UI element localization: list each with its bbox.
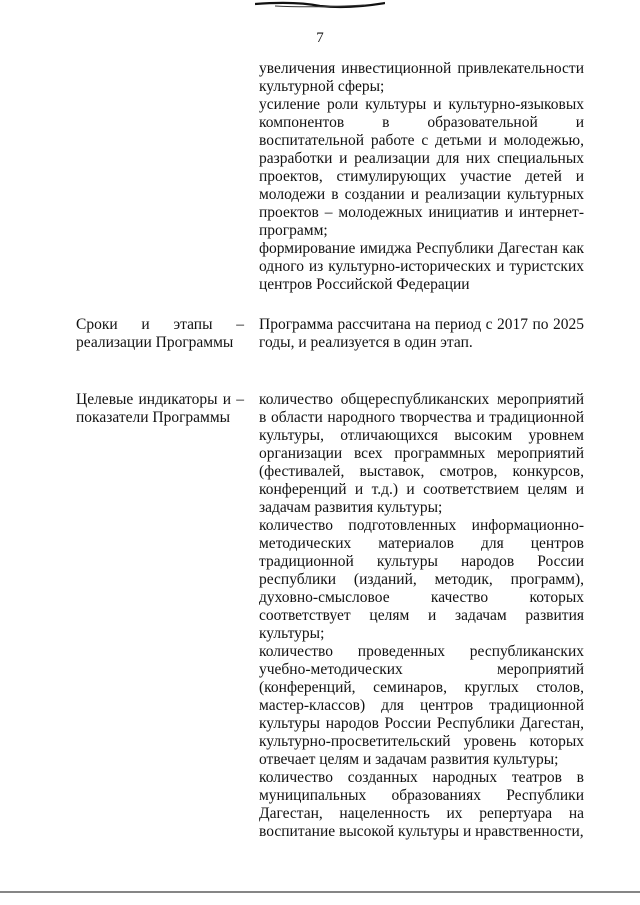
scan-artifact-mark [255, 0, 385, 10]
label-line: реализации Программы [76, 334, 234, 351]
paragraph: увеличения инвестиционной привлекательности культурной сферы; [259, 60, 584, 95]
paragraph: формирование имиджа Республики Дагестан как одного из культурно-исторических и туристских центров Российской Федерации [259, 240, 584, 293]
section-text-indicators [259, 391, 584, 841]
label-line: показатели Программы [76, 409, 231, 426]
page-number: 7 [316, 30, 324, 46]
section-label-timeline [76, 316, 244, 352]
paragraph: количество проведенных республиканских учебно-методических мероприятий (конференций, семинаров, круглых столов, мастер-классов) для центров традиционной культуры народов России Республики Дагестан, культурно-просветительский уровень которых отвечает целям и задачам развития культуры; [259, 643, 584, 768]
paragraph: количество подготовленных информационно-методических материалов для центров традиционной культуры народов России республики (изданий, методик, программ), духовно-смысловое качество которых соответствует целям и задачам развития культуры; [259, 517, 584, 642]
paragraph: количество общереспубликанских мероприятий в области народного творчества и традиционной культуры, отличающихся высоким уровнем организации всех программных мероприятий (фестивалей, выставок, смотров, конкурсов, конференций и т.д.) и соответствием целям и задачам развития культуры; [259, 391, 584, 516]
section-label-indicators [76, 391, 244, 427]
paragraph: усиление роли культуры и культурно-языковых компонентов в образовательной и воспитательной работе с детьми и молодежью, разработки и реализации для них специальных проектов, стимулирующих участие детей и молодежи в создании и реализации культурных проектов – молодежных инициатив и интернет-программ; [259, 96, 584, 239]
paragraph: Программа рассчитана на период с 2017 по 2025 годы, и реализуется в один этап. [259, 316, 584, 351]
goals-continuation-text [259, 60, 584, 294]
section-text-timeline [259, 316, 584, 352]
label-line: Целевые индикаторы и – [76, 391, 244, 408]
paragraph: количество созданных народных театров в муниципальных образованиях Республики Дагестан, нацеленность их репертуара на воспитание высокой культуры и нравственности, [259, 769, 584, 840]
label-line: Сроки и этапы – [76, 316, 244, 333]
scan-bottom-edge [0, 891, 640, 893]
